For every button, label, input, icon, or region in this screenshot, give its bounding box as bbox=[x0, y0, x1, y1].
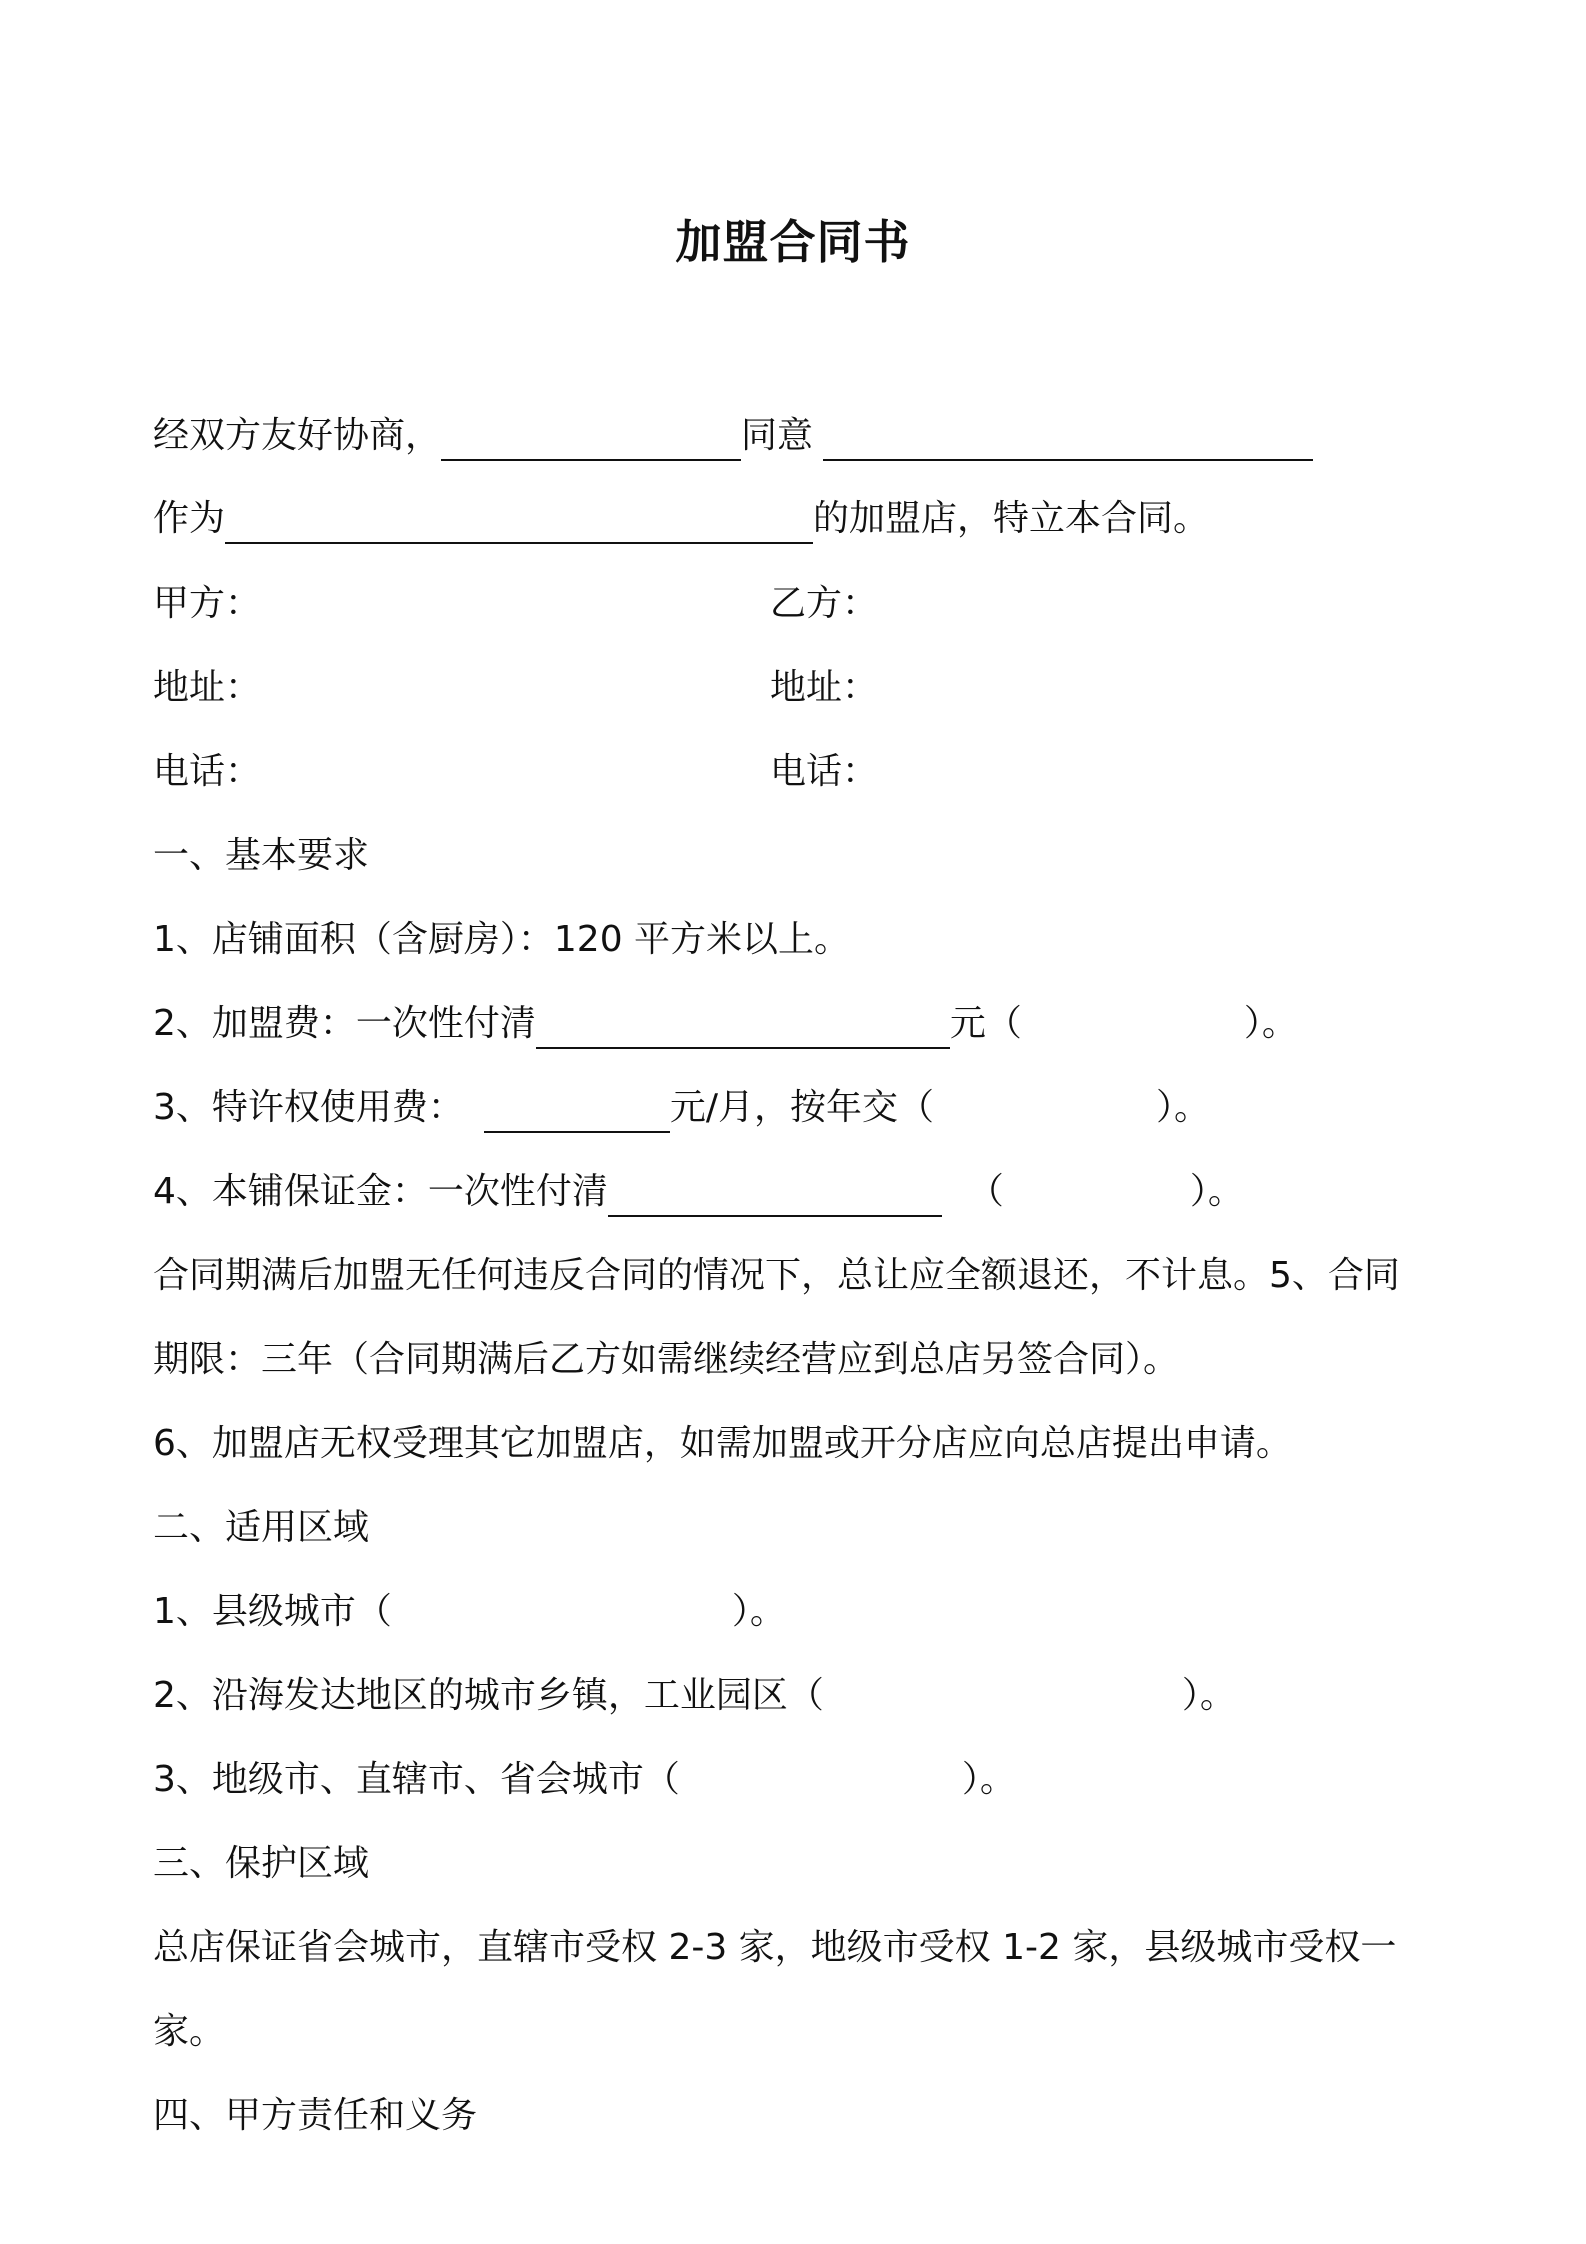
item-2-label: 2、加盟费：一次性付清 bbox=[153, 1003, 536, 1044]
intro-line-1 bbox=[153, 411, 1313, 461]
item-3-unit: 元/月，按年交（ bbox=[669, 1087, 935, 1128]
intro-line-2 bbox=[153, 494, 1209, 544]
item-4-open: （ bbox=[967, 1171, 1004, 1212]
section-2-heading: 二、适用区域 bbox=[153, 1507, 370, 1548]
item-4-label: 4、本铺保证金：一次性付清 bbox=[153, 1171, 608, 1212]
intro-text-2a: 作为 bbox=[153, 498, 226, 539]
region-3-label: 3、地级市、直辖市、省会城市（ bbox=[153, 1759, 680, 1800]
item-4-close: ）。 bbox=[1189, 1171, 1244, 1212]
section-1-paragraph-line-1: 合同期满后加盟无任何违反合同的情况下，总让应全额退还，不计息。5、合同 bbox=[153, 1255, 1400, 1296]
blank-store-name[interactable] bbox=[225, 498, 813, 544]
blank-deposit[interactable] bbox=[608, 1171, 942, 1217]
intro-text-1a: 经双方友好协商， bbox=[153, 415, 442, 456]
section-1-item-4 bbox=[153, 1167, 1244, 1217]
section-3-heading: 三、保护区域 bbox=[153, 1843, 370, 1884]
item-3-label: 3、特许权使用费： bbox=[153, 1087, 464, 1128]
phone-a-label: 电话： bbox=[153, 751, 262, 792]
address-b-label: 地址： bbox=[770, 667, 879, 708]
item-2-unit: 元（ bbox=[949, 1003, 1022, 1044]
blank-franchise-fee[interactable] bbox=[536, 1003, 950, 1049]
region-2-close: ）。 bbox=[1181, 1675, 1236, 1716]
section-3-paragraph-line-1: 总店保证省会城市，直辖市受权 2-3 家，地级市受权 1-2 家，县级城市受权一 bbox=[153, 1927, 1397, 1968]
section-1-item-1: 1、店铺面积（含厨房）：120 平方米以上。 bbox=[153, 919, 851, 960]
address-a-label: 地址： bbox=[153, 667, 262, 708]
item-2-close: ）。 bbox=[1243, 1003, 1298, 1044]
section-2-item-1 bbox=[153, 1587, 786, 1637]
region-2-label: 2、沿海发达地区的城市乡镇，工业园区（ bbox=[153, 1675, 824, 1716]
blank-royalty-fee[interactable] bbox=[484, 1087, 670, 1133]
section-1-heading: 一、基本要求 bbox=[153, 835, 370, 876]
blank-franchisor[interactable] bbox=[441, 415, 741, 461]
region-3-close: ）。 bbox=[961, 1759, 1016, 1800]
phone-b-label: 电话： bbox=[770, 751, 879, 792]
intro-text-1b: 同意 bbox=[741, 415, 814, 456]
page-title: 加盟合同书 bbox=[675, 215, 911, 269]
party-a-label: 甲方： bbox=[153, 583, 262, 624]
section-4-heading: 四、甲方责任和义务 bbox=[153, 2095, 478, 2136]
section-3-paragraph-line-2: 家。 bbox=[153, 2011, 226, 2052]
section-1-item-6: 6、加盟店无权受理其它加盟店，如需加盟或开分店应向总店提出申请。 bbox=[153, 1423, 1292, 1464]
region-1-close: ）。 bbox=[731, 1591, 786, 1632]
section-1-item-3 bbox=[153, 1083, 1210, 1133]
section-2-item-3 bbox=[153, 1755, 1016, 1805]
region-1-label: 1、县级城市（ bbox=[153, 1591, 392, 1632]
section-1-item-2 bbox=[153, 999, 1298, 1049]
party-b-label: 乙方： bbox=[770, 583, 879, 624]
section-1-paragraph-line-2: 期限：三年（合同期满后乙方如需继续经营应到总店另签合同）。 bbox=[153, 1339, 1180, 1380]
intro-text-2b: 的加盟店，特立本合同。 bbox=[813, 498, 1210, 539]
section-2-item-2 bbox=[153, 1671, 1236, 1721]
blank-franchisee[interactable] bbox=[823, 415, 1313, 461]
item-3-close: ）。 bbox=[1156, 1087, 1211, 1128]
